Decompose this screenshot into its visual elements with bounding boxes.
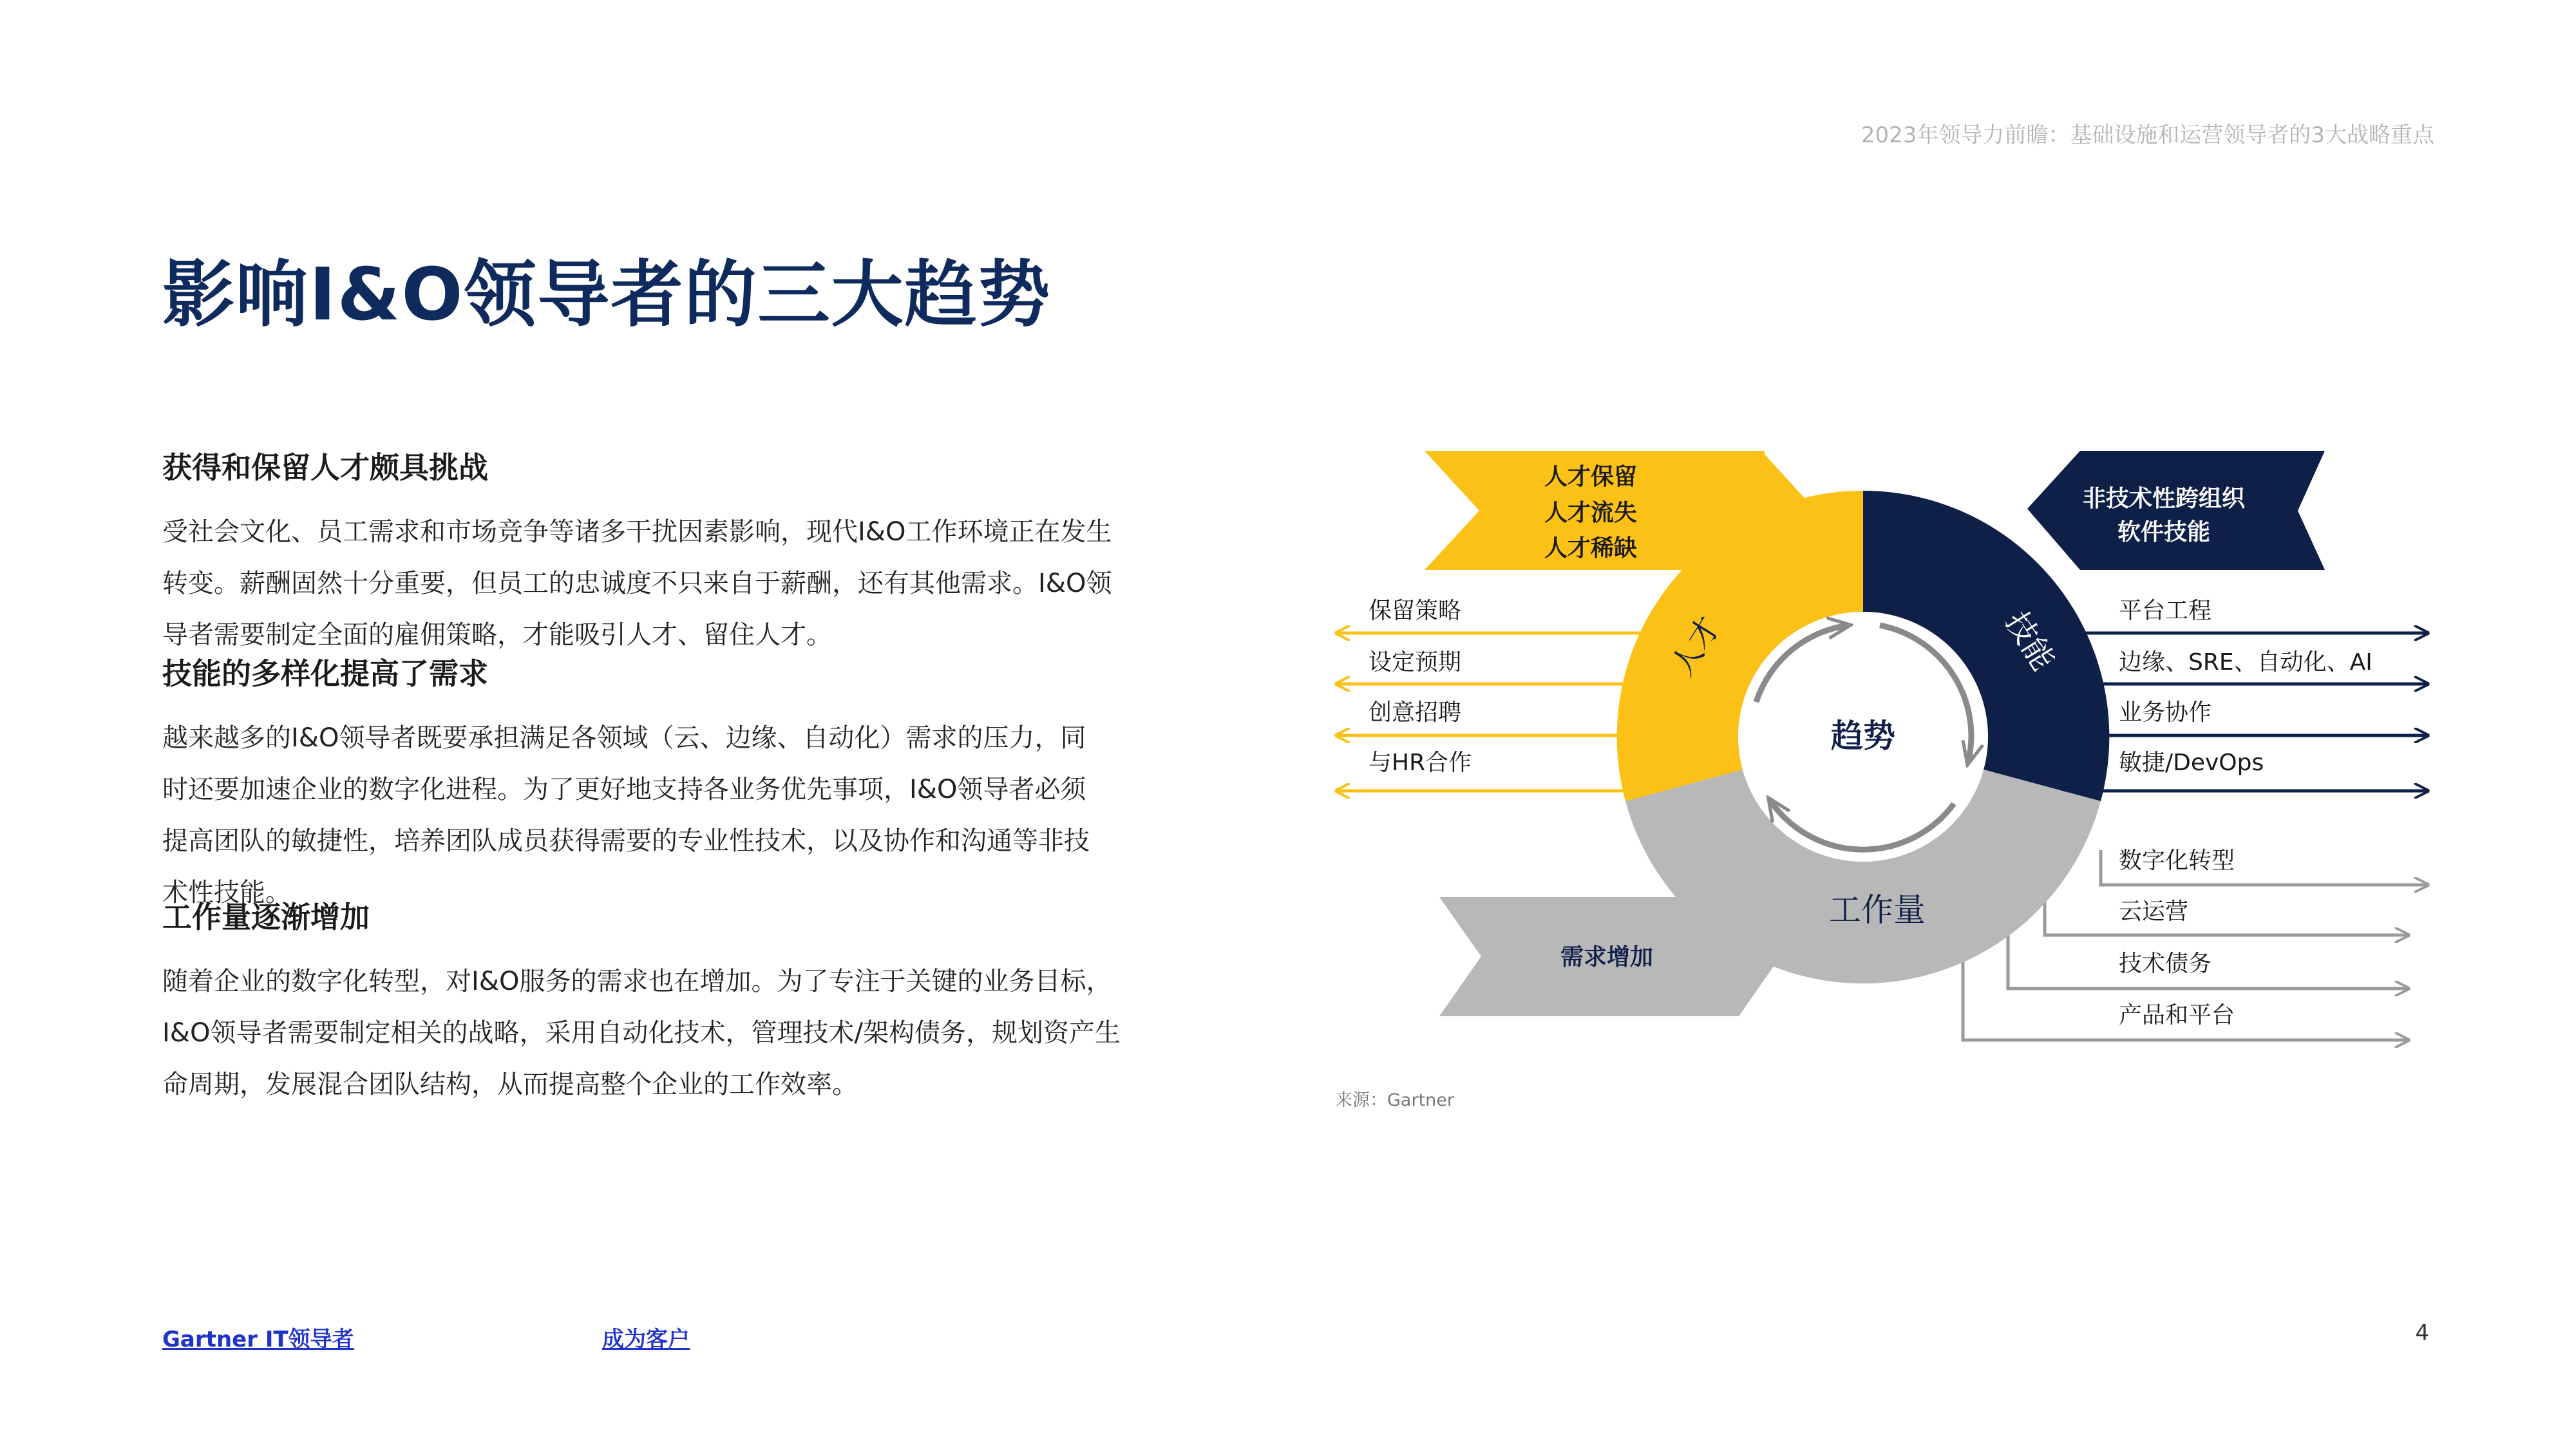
body-line: I&O领导者需要制定相关的战略，采用自动化技术，管理技术/架构债务，规划资产生: [162, 1018, 1121, 1048]
body-line: 越来越多的I&O领导者既要承担满足各领域（云、边缘、自动化）需求的压力，同: [162, 723, 1086, 753]
talent-banner-line: 人才保留: [1544, 464, 1638, 490]
workload-banner-label: 需求增加: [1560, 944, 1654, 971]
body-line: 随着企业的数字化转型，对I&O服务的需求也在增加。为了专注于关键的业务目标，: [162, 967, 1112, 996]
talent-item: 保留策略: [1368, 598, 1462, 624]
body-line: 提高团队的敏捷性，培养团队成员获得需要的专业性技术，以及协作和沟通等非技: [162, 826, 1090, 856]
skills-banner-line: 非技术性跨组织: [2082, 486, 2246, 512]
talent-banner-line: 人才稀缺: [1544, 535, 1638, 562]
skills-banner-line: 软件技能: [2117, 519, 2211, 545]
workload-item: 云运营: [2119, 898, 2189, 925]
talent-item: 与HR合作: [1368, 750, 1472, 776]
workload-item: 技术债务: [2119, 951, 2212, 977]
body-line: 时还要加速企业的数字化进程。为了更好地支持各业务优先事项，I&O领导者必须: [162, 775, 1086, 804]
section-heading: 获得和保留人才颇具挑战: [162, 450, 488, 485]
segment-label-talent: 人才: [1664, 610, 1728, 683]
center-label: 趋势: [1831, 717, 1895, 755]
section-heading: 工作量逐渐增加: [162, 900, 370, 934]
gartner-it-leaders-link[interactable]: Gartner IT领导者: [162, 1327, 354, 1352]
body-line: 命周期，发展混合团队结构，从而提高整个企业的工作效率。: [162, 1070, 858, 1099]
skills-item: 业务协作: [2119, 699, 2212, 726]
segment-label-skills: 技能: [1998, 605, 2061, 677]
page-title: 影响I&O领导者的三大趋势: [162, 253, 1052, 337]
document-header-title: 2023年领导力前瞻：基础设施和运营领导者的3大战略重点: [1861, 122, 2434, 148]
body-line: 导者需要制定全面的雇佣策略，才能吸引人才、留住人才。: [162, 620, 832, 650]
workload-item: 数字化转型: [2119, 848, 2235, 874]
section-heading: 技能的多样化提高了需求: [162, 656, 488, 691]
talent-banner-line: 人才流失: [1544, 500, 1638, 526]
talent-item: 创意招聘: [1368, 699, 1462, 726]
workload-arrow-line: [2045, 895, 2409, 935]
body-line: 受社会文化、员工需求和市场竞争等诸多干扰因素影响，现代I&O工作环境正在发生: [162, 517, 1112, 547]
body-line: 转变。薪酬固然十分重要，但员工的忠诚度不只来自于薪酬，还有其他需求。I&O领: [162, 569, 1112, 598]
talent-item: 设定预期: [1368, 649, 1462, 676]
skills-item: 敏捷/DevOps: [2119, 750, 2264, 776]
become-client-link[interactable]: 成为客户: [602, 1327, 690, 1352]
skills-item: 边缘、SRE、自动化、AI: [2119, 649, 2372, 676]
source-note: 来源：Gartner: [1335, 1090, 1454, 1110]
segment-label-workload: 工作量: [1829, 891, 1926, 929]
page-number: 4: [2415, 1320, 2429, 1346]
body-line: 术性技能。: [162, 878, 291, 907]
skills-item: 平台工程: [2119, 598, 2212, 624]
workload-item: 产品和平台: [2119, 1002, 2235, 1028]
